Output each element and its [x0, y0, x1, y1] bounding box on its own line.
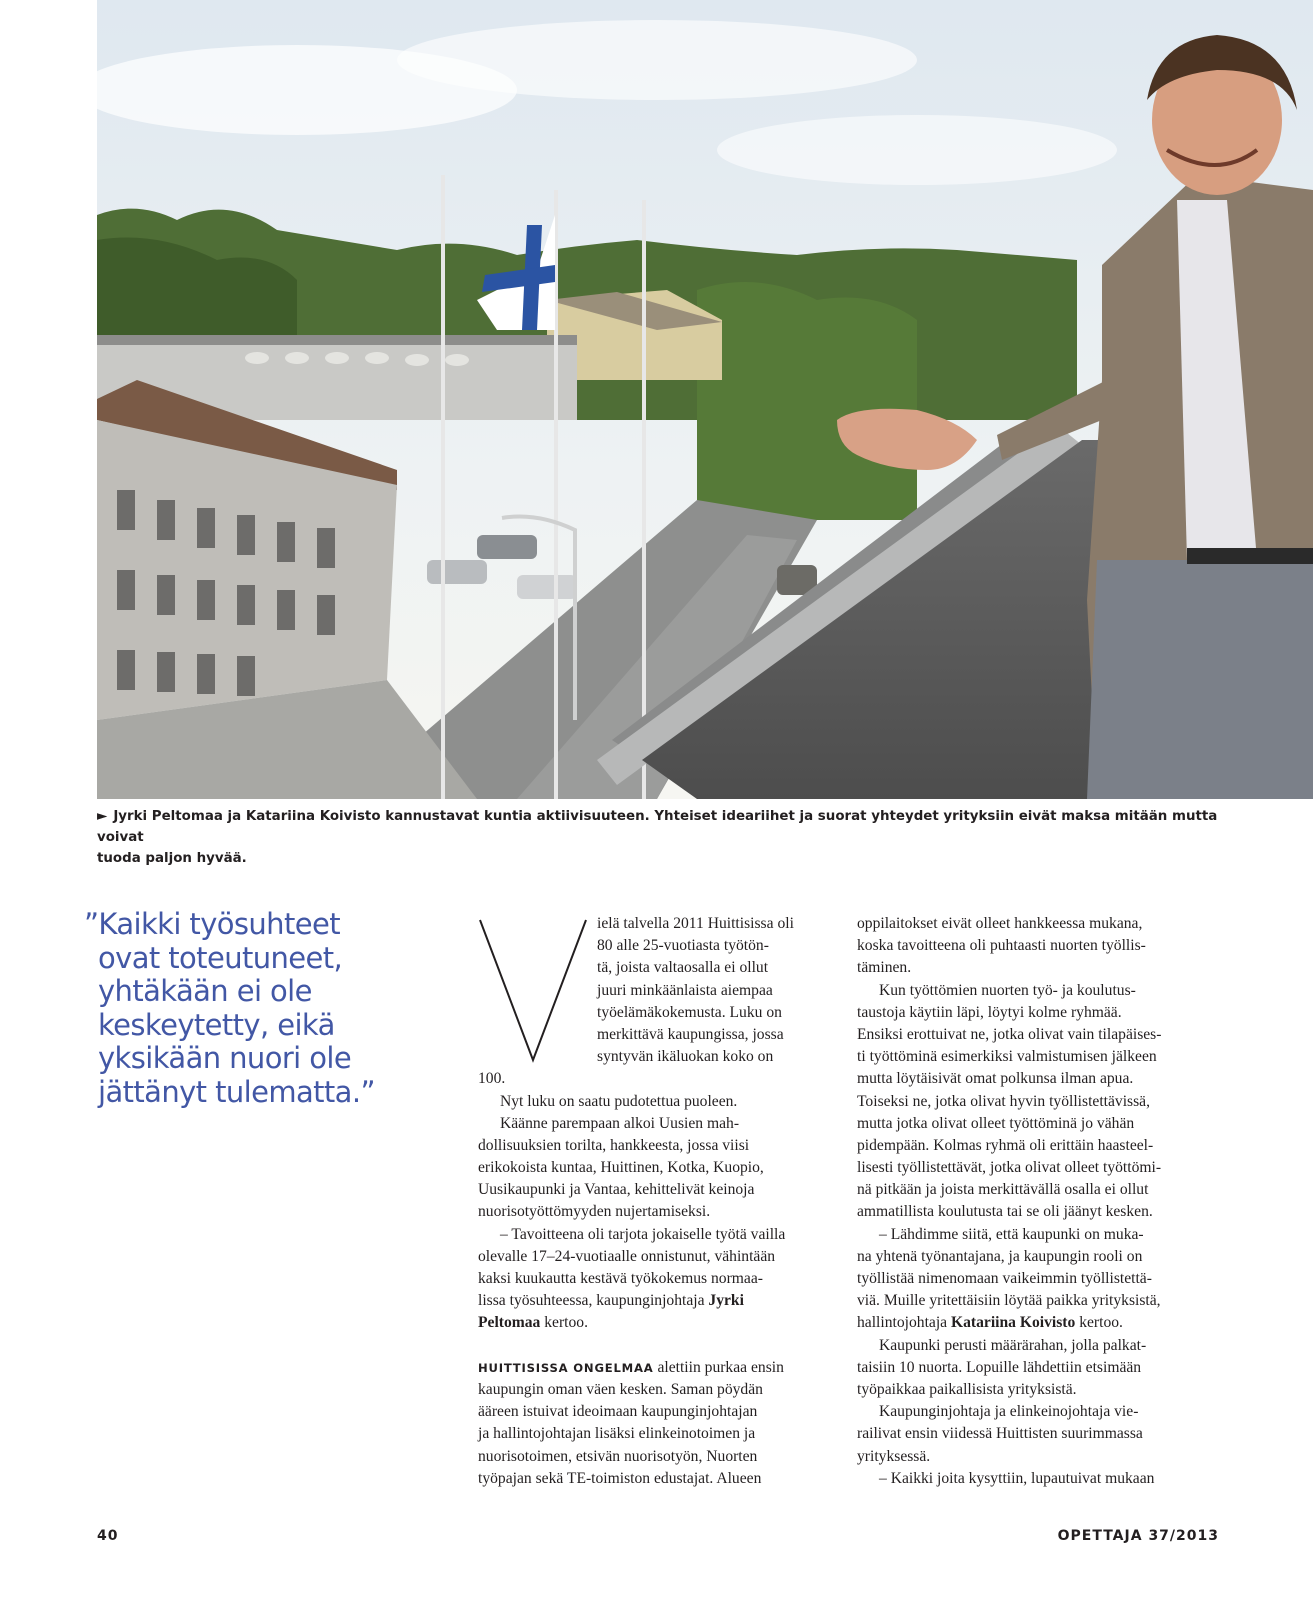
body-text-line: railivat ensin viidessä Huittisten suurimmassa	[857, 1425, 1143, 1443]
body-text-line: – Kaikki joita kysyttiin, lupautuivat mukaan	[879, 1469, 1155, 1487]
photo-caption	[97, 806, 1247, 869]
body-text-line	[857, 1312, 1202, 1334]
subheading-lead: HUITTISISSA ONGELMAA	[478, 1360, 654, 1375]
pull-quote-line: ovat toteutuneet,	[98, 940, 343, 975]
body-text-line: työelämäkokemusta. Luku on	[597, 1003, 782, 1021]
body-text-line: työllistää nimenomaan vaikeimmin työllistettä-	[857, 1270, 1152, 1287]
body-text-line: erikokoista kuntaa, Huittinen, Kotka, Kuopio,	[478, 1159, 764, 1177]
body-text-line: ja hallintojohtajan lisäksi elinkeinotoimen ja	[478, 1425, 756, 1443]
body-text-line: mutta löytäisivät omat polkunsa ilman apua.	[857, 1070, 1134, 1088]
body-text-line: merkittävä kaupungissa, jossa	[597, 1025, 784, 1043]
body-text-line	[478, 1290, 823, 1312]
body-text-line: Kaupunki perusti määrärahan, jolla palkat-	[879, 1336, 1147, 1354]
body-text-line: koska tavoitteena oli puhtaasti nuorten työllis-	[857, 937, 1146, 955]
pull-quote-line: keskeytetty, eikä	[98, 1007, 335, 1042]
article-column-1	[478, 913, 823, 1490]
body-text-line: nuorisotoimen, etsivän nuorisotyön, Nuorten	[478, 1447, 758, 1465]
body-text-line: tä, joista valtaosalla ei ollut	[597, 959, 769, 977]
body-text: kertoo.	[540, 1314, 588, 1332]
body-text-line: yrityksessä.	[857, 1447, 931, 1465]
body-text-line: – Tavoitteena oli tarjota jokaiselle työtä vailla	[500, 1225, 786, 1243]
body-text-line: viä. Muille yritettäisiin löytää paikka yrityksistä,	[857, 1292, 1161, 1310]
body-text-line: kaupungin oman väen kesken. Saman pöydän	[478, 1380, 763, 1398]
body-text-line: nuorisotyöttömyyden nujertamiseksi.	[478, 1203, 711, 1221]
body-text-line: ti työttöminä esimerkiksi valmistumisen jälkeen	[857, 1048, 1157, 1066]
article-column-2	[857, 913, 1202, 1490]
body-text-line: Toiseksi ne, jotka olivat hyvin työllistettävissä,	[857, 1092, 1150, 1110]
body-text: kertoo.	[1075, 1314, 1123, 1332]
body-text-line: olevalle 17–24-vuotiaalle onnistunut, vähintään	[478, 1247, 776, 1265]
paragraph-gap	[478, 1335, 823, 1357]
pull-quote	[84, 908, 404, 1109]
body-text-line: 100.	[478, 1070, 506, 1088]
body-text-line: Kun työttömien nuorten työ- ja koulutus-	[879, 981, 1136, 999]
person-name: Katariina Koivisto	[950, 1314, 1076, 1332]
body-text: alettiin purkaa ensin	[653, 1358, 784, 1376]
body-text: lissa työsuhteessa, kaupunginjohtaja	[478, 1292, 709, 1310]
body-text-line	[478, 1312, 823, 1334]
pull-quote-line: jättänyt tulematta.”	[98, 1074, 375, 1109]
body-text-line: syntyvän ikäluokan koko on	[597, 1048, 774, 1066]
body-text-line: pidempään. Kolmas ryhmä oli erittäin haasteel-	[857, 1136, 1154, 1154]
caption-text-line-2: tuoda paljon hyvää.	[97, 851, 247, 866]
person-name: Peltomaa	[478, 1314, 541, 1332]
pull-quote-line: ”Kaikki työsuhteet	[84, 907, 340, 941]
body-text-line: na yhtenä työnantajana, ja kaupungin rooli on	[857, 1247, 1143, 1265]
body-text-line	[478, 1357, 823, 1379]
page-number: 40	[97, 1528, 119, 1544]
body-text-line: nä pitkään ja joista merkittävällä osalla ei ollut	[857, 1181, 1149, 1199]
body-text-line: kaksi kuukautta kestävä työkokemus normaa-	[478, 1270, 763, 1287]
magazine-issue: OPETTAJA 37/2013	[1057, 1528, 1219, 1544]
body-text-line: Kaupunginjohtaja ja elinkeinojohtaja vie-	[879, 1403, 1139, 1421]
body-text-line: lisesti työllistettävät, jotka olivat olleet työttömi-	[857, 1159, 1162, 1177]
body-text-line: – Lähdimme siitä, että kaupunki on muka-	[879, 1225, 1144, 1243]
body-text-line: Nyt luku on saatu pudotettua puoleen.	[500, 1092, 738, 1110]
body-text-line: oppilaitokset eivät olleet hankkeessa mukana,	[857, 915, 1143, 932]
body-text-line: ammatillista koulutusta tai se oli jäänyt kesken.	[857, 1203, 1153, 1221]
body-text-line: Käänne parempaan alkoi Uusien mah-	[500, 1114, 740, 1132]
body-text-line: Ensiksi erottuivat ne, jotka olivat vain tilapäises-	[857, 1025, 1162, 1043]
body-text-line: työpaikkaa paikallisista yrityksistä.	[857, 1380, 1077, 1398]
body-text-line: taustoja käytiin läpi, löytyi kolme ryhmää.	[857, 1003, 1122, 1021]
body-text-line: 80 alle 25-vuotiasta työtön-	[597, 937, 769, 955]
body-text-line: ääreen istuivat ideoimaan kaupunginjohtajan	[478, 1403, 758, 1421]
body-text-line: mutta jotka olivat olleet työttöminä jo vähän	[857, 1114, 1135, 1132]
body-text-line: dollisuuksien torilta, hankkeesta, jossa viisi	[478, 1136, 750, 1154]
body-text-line: ielä talvella 2011 Huittisissa oli	[597, 915, 794, 932]
body-text-line: taisiin 10 nuorta. Lopuille lähdettiin etsimään	[857, 1358, 1142, 1376]
article-photo	[97, 0, 1313, 799]
person-name: Jyrki	[708, 1292, 744, 1310]
body-text-line: täminen.	[857, 959, 912, 977]
body-text-line: Uusikaupunki ja Vantaa, kehittelivät keinoja	[478, 1181, 755, 1199]
body-text-line: työpajan sekä TE-toimiston edustajat. Alueen	[478, 1469, 762, 1487]
caption-marker-icon: ►	[97, 809, 108, 824]
body-text-line: juuri minkäänlaista aiempaa	[597, 981, 773, 999]
pull-quote-line: yhtäkään ei ole	[98, 974, 312, 1008]
pull-quote-line: yksikään nuori ole	[98, 1041, 352, 1075]
body-text: hallintojohtaja	[857, 1314, 951, 1332]
caption-text-line-1: Jyrki Peltomaa ja Katariina Koivisto kannustavat kuntia aktiivisuuteen. Yhteiset ideariihet ja suorat yhteydet yrityksiin eivät maksa mitään mutta voivat	[97, 809, 1218, 845]
